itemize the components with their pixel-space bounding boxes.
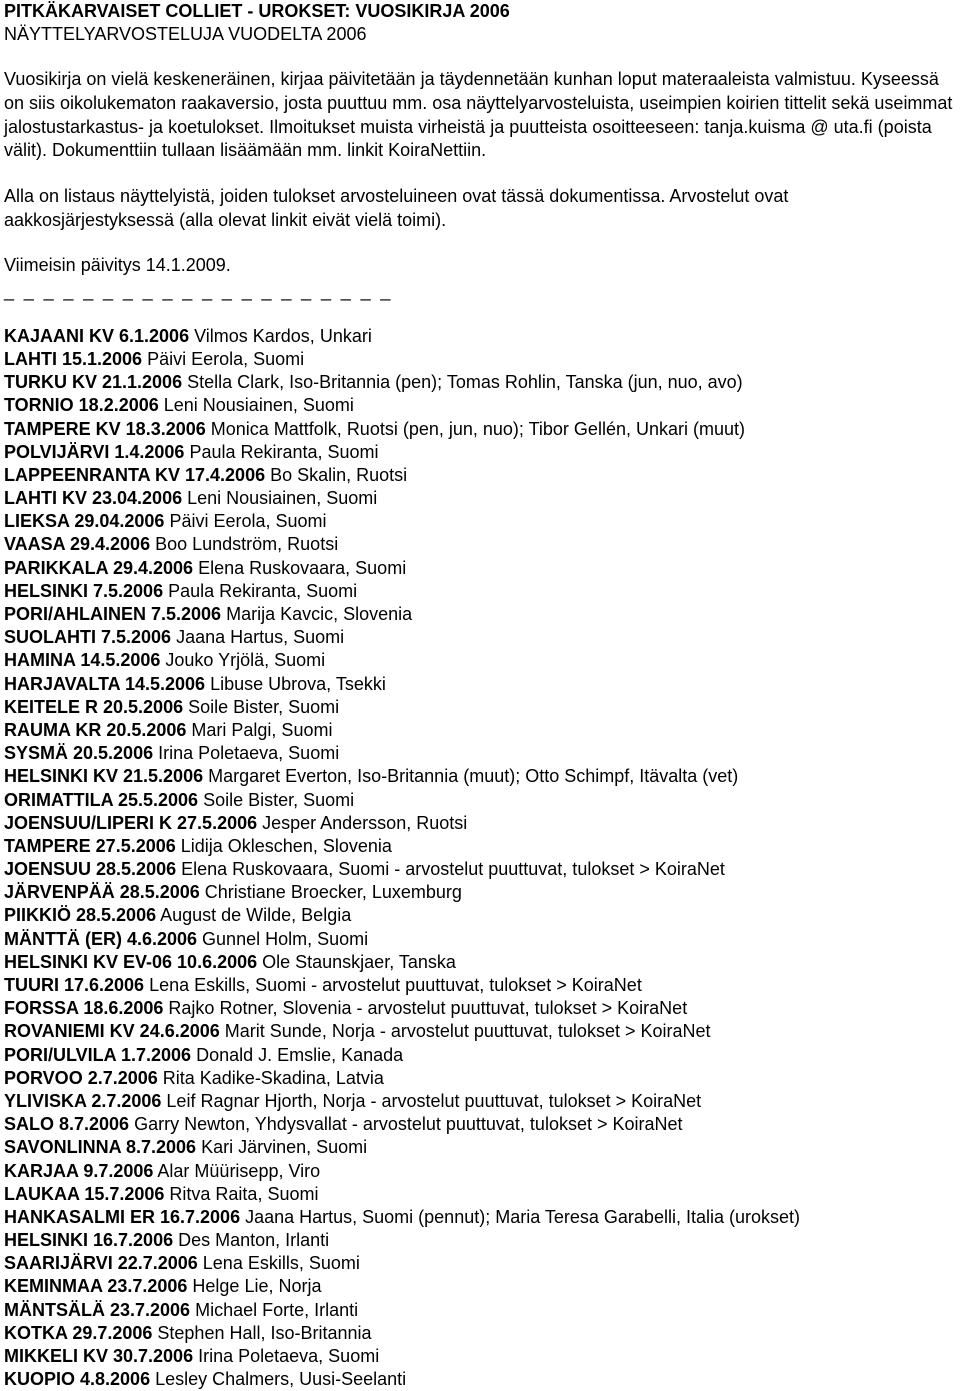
show-judge: Monica Mattfolk, Ruotsi (pen, jun, nuo); Tibor Gellén, Unkari (muut)	[205, 418, 745, 439]
show-judge: Des Manton, Irlanti	[173, 1230, 330, 1251]
show-place-date: TUURI 17.6.2006	[4, 975, 145, 996]
show-place-date: FORSSA 18.6.2006	[4, 998, 164, 1019]
show-judge: Stephen Hall, Iso-Britannia	[152, 1322, 372, 1343]
show-item[interactable]	[4, 1090, 956, 1113]
show-judge: Soile Bister, Suomi	[198, 789, 355, 810]
show-place-date: RAUMA KR 20.5.2006	[4, 719, 187, 740]
show-item[interactable]	[4, 603, 956, 626]
show-item[interactable]	[4, 394, 956, 417]
show-judge: Libuse Ubrova, Tsekki	[205, 673, 386, 694]
show-place-date: SALO 8.7.2006	[4, 1114, 130, 1135]
show-judge: Paula Rekiranta, Suomi	[184, 441, 379, 462]
show-item[interactable]	[4, 1136, 956, 1159]
show-place-date: LAHTI KV 23.04.2006	[4, 488, 183, 509]
show-judge: Marit Sunde, Norja - arvostelut puuttuvat, tulokset > KoiraNet	[219, 1021, 711, 1042]
show-item[interactable]	[4, 1183, 956, 1206]
show-place-date: HARJAVALTA 14.5.2006	[4, 673, 206, 694]
show-place-date: TAMPERE KV 18.3.2006	[4, 418, 206, 439]
show-judge: Lena Eskills, Suomi	[197, 1253, 360, 1274]
show-item[interactable]	[4, 487, 956, 510]
show-judge: Rajko Rotner, Slovenia - arvostelut puuttuvat, tulokset > KoiraNet	[163, 998, 688, 1019]
show-item[interactable]	[4, 626, 956, 649]
show-place-date: KARJAA 9.7.2006	[4, 1160, 154, 1181]
show-item[interactable]	[4, 1067, 956, 1090]
show-place-date: HELSINKI KV 21.5.2006	[4, 766, 204, 787]
show-place-date: SYSMÄ 20.5.2006	[4, 743, 154, 764]
show-judge: Irina Poletaeva, Suomi	[193, 1346, 380, 1367]
show-item[interactable]	[4, 742, 956, 765]
show-item[interactable]	[4, 1275, 956, 1298]
show-place-date: PARIKKALA 29.4.2006	[4, 557, 194, 578]
show-judge: Christiane Broecker, Luxemburg	[199, 882, 462, 903]
show-place-date: KAJAANI KV 6.1.2006	[4, 325, 190, 346]
show-place-date: JOENSUU 28.5.2006	[4, 859, 177, 880]
show-judge: August de Wilde, Belgia	[156, 905, 352, 926]
show-judge: Jesper Andersson, Ruotsi	[257, 812, 468, 833]
show-item[interactable]	[4, 1229, 956, 1252]
show-place-date: VAASA 29.4.2006	[4, 534, 151, 555]
show-judge: Elena Ruskovaara, Suomi - arvostelut puuttuvat, tulokset > KoiraNet	[176, 859, 725, 880]
show-place-date: POLVIJÄRVI 1.4.2006	[4, 441, 185, 462]
show-judge: Ole Staunskjaer, Tanska	[257, 951, 456, 972]
show-place-date: MIKKELI KV 30.7.2006	[4, 1346, 194, 1367]
show-item[interactable]	[4, 418, 956, 441]
show-place-date: TAMPERE 27.5.2006	[4, 835, 176, 856]
divider-line: _ _ _ _ _ _ _ _ _ _ _ _ _ _ _ _ _ _ _ _	[4, 280, 393, 301]
show-judge: Soile Bister, Suomi	[183, 696, 340, 717]
show-item[interactable]	[4, 696, 956, 719]
show-item[interactable]	[4, 1044, 956, 1067]
list-description: Alla on listaus näyttelyistä, joiden tulokset arvosteluineen ovat tässä dokumentissa. Arvostelut ovat aakkosjärjestyksessä (alla olevat linkit eivät vielä toimi).	[4, 186, 789, 230]
show-place-date: MÄNTTÄ (ER) 4.6.2006	[4, 928, 198, 949]
show-item[interactable]	[4, 1206, 956, 1229]
show-judge: Boo Lundström, Ruotsi	[150, 534, 339, 555]
show-item[interactable]	[4, 441, 956, 464]
show-judge: Rita Kadike-Skadina, Latvia	[157, 1067, 384, 1088]
last-updated: Viimeisin päivitys 14.1.2009.	[4, 254, 231, 275]
show-place-date: HELSINKI 7.5.2006	[4, 580, 164, 601]
show-item[interactable]	[4, 951, 956, 974]
show-judge: Päivi Eerola, Suomi	[142, 348, 305, 369]
show-judge: Lesley Chalmers, Uusi-Seelanti	[150, 1369, 407, 1390]
show-item[interactable]	[4, 348, 956, 371]
show-judge: Michael Forte, Irlanti	[190, 1299, 359, 1320]
document-title: PITKÄKARVAISET COLLIET - UROKSET: VUOSIKIRJA 2006	[4, 1, 510, 21]
show-judge: Stella Clark, Iso-Britannia (pen); Tomas Rohlin, Tanska (jun, nuo, avo)	[182, 372, 743, 393]
show-judge: Paula Rekiranta, Suomi	[163, 580, 358, 601]
show-place-date: YLIVISKA 2.7.2006	[4, 1090, 162, 1111]
show-item[interactable]	[4, 325, 956, 348]
show-place-date: SAVONLINNA 8.7.2006	[4, 1137, 197, 1158]
show-place-date: JÄRVENPÄÄ 28.5.2006	[4, 882, 200, 903]
show-judge: Leni Nousiainen, Suomi	[182, 488, 378, 509]
show-item[interactable]	[4, 928, 956, 951]
show-judge: Elena Ruskovaara, Suomi	[193, 557, 407, 578]
show-judge: Mari Palgi, Suomi	[186, 719, 333, 740]
show-item[interactable]	[4, 835, 956, 858]
show-item[interactable]	[4, 1252, 956, 1275]
show-judge: Lena Eskills, Suomi - arvostelut puuttuvat, tulokset > KoiraNet	[144, 975, 642, 996]
show-place-date: KEMINMAA 23.7.2006	[4, 1276, 188, 1297]
show-judge: Bo Skalin, Ruotsi	[265, 464, 408, 485]
show-place-date: PIIKKIÖ 28.5.2006	[4, 905, 157, 926]
show-judge: Jouko Yrjölä, Suomi	[160, 650, 326, 671]
show-item[interactable]	[4, 1345, 956, 1368]
show-item[interactable]	[4, 1113, 956, 1136]
show-item[interactable]	[4, 904, 956, 927]
show-place-date: LAUKAA 15.7.2006	[4, 1183, 165, 1204]
show-judge: Gunnel Holm, Suomi	[197, 928, 369, 949]
show-place-date: SUOLAHTI 7.5.2006	[4, 627, 172, 648]
show-place-date: ORIMATTILA 25.5.2006	[4, 789, 199, 810]
show-item[interactable]	[4, 649, 956, 672]
show-place-date: LAPPEENRANTA KV 17.4.2006	[4, 464, 266, 485]
show-place-date: KOTKA 29.7.2006	[4, 1322, 153, 1343]
show-item[interactable]	[4, 1299, 956, 1322]
show-judge: Donald J. Emslie, Kanada	[191, 1044, 404, 1065]
show-place-date: PORVOO 2.7.2006	[4, 1067, 158, 1088]
show-judge: Jaana Hartus, Suomi	[171, 627, 345, 648]
show-judge: Päivi Eerola, Suomi	[164, 511, 327, 532]
show-judge: Vilmos Kardos, Unkari	[189, 325, 372, 346]
show-place-date: JOENSUU/LIPERI K 27.5.2006	[4, 812, 258, 833]
show-item[interactable]	[4, 464, 956, 487]
show-item[interactable]	[4, 974, 956, 997]
show-place-date: KEITELE R 20.5.2006	[4, 696, 184, 717]
show-judge: Irina Poletaeva, Suomi	[153, 743, 340, 764]
show-judge: Leif Ragnar Hjorth, Norja - arvostelut puuttuvat, tulokset > KoiraNet	[161, 1090, 702, 1111]
show-place-date: TURKU KV 21.1.2006	[4, 372, 183, 393]
show-judge: Helge Lie, Norja	[187, 1276, 322, 1297]
show-item[interactable]	[4, 858, 956, 881]
show-judge: Margaret Everton, Iso-Britannia (muut); Otto Schimpf, Itävalta (vet)	[203, 766, 739, 787]
show-item[interactable]	[4, 533, 956, 556]
document-subtitle: NÄYTTELYARVOSTELUJA VUODELTA 2006	[4, 24, 367, 44]
show-place-date: PORI/ULVILA 1.7.2006	[4, 1044, 192, 1065]
show-place-date: SAARIJÄRVI 22.7.2006	[4, 1253, 198, 1274]
intro-paragraph: Vuosikirja on vielä keskeneräinen, kirjaa päivitetään ja täydennetään kunhan loput materaaleista valmistuu. Kyseessä on siis oikolukematon raakaversio, josta puuttuu mm. osa näyttelyarvosteluista, useimpien koirien tittelit sekä useimmat jalostustarkastus- ja koetulokset. Ilmoitukset muista virheistä ja puutteista osoitteeseen: tanja.kuisma @ uta.fi (poista välit). Dokumenttiin tullaan lisäämään mm. linkit KoiraNettiin.	[4, 69, 953, 161]
show-item[interactable]	[4, 812, 956, 835]
show-item[interactable]	[4, 997, 956, 1020]
show-item[interactable]	[4, 881, 956, 904]
show-item[interactable]	[4, 580, 956, 603]
title-block	[4, 0, 956, 46]
show-judge: Marija Kavcic, Slovenia	[221, 604, 413, 625]
show-judge: Ritva Raita, Suomi	[164, 1183, 319, 1204]
show-place-date: HELSINKI KV EV-06 10.6.2006	[4, 951, 258, 972]
show-judge: Lidija Okleschen, Slovenia	[175, 835, 392, 856]
show-item[interactable]	[4, 765, 956, 788]
show-item[interactable]	[4, 371, 956, 394]
show-place-date: PORI/AHLAINEN 7.5.2006	[4, 604, 222, 625]
show-place-date: MÄNTSÄLÄ 23.7.2006	[4, 1299, 191, 1320]
show-place-date: HAMINA 14.5.2006	[4, 650, 161, 671]
show-item[interactable]	[4, 1160, 956, 1183]
show-place-date: HANKASALMI ER 16.7.2006	[4, 1206, 241, 1227]
show-judge: Garry Newton, Yhdysvallat - arvostelut puuttuvat, tulokset > KoiraNet	[129, 1114, 683, 1135]
show-judge: Leni Nousiainen, Suomi	[158, 395, 354, 416]
show-place-date: TORNIO 18.2.2006	[4, 395, 159, 416]
show-judge: Jaana Hartus, Suomi (pennut); Maria Teresa Garabelli, Italia (urokset)	[240, 1206, 800, 1227]
show-place-date: ROVANIEMI KV 24.6.2006	[4, 1021, 220, 1042]
show-item[interactable]	[4, 719, 956, 742]
show-place-date: LAHTI 15.1.2006	[4, 348, 143, 369]
show-judge: Kari Järvinen, Suomi	[196, 1137, 368, 1158]
show-item[interactable]	[4, 510, 956, 533]
show-judge: Alar Müürisepp, Viro	[153, 1160, 321, 1181]
show-item[interactable]	[4, 789, 956, 812]
show-item[interactable]	[4, 1020, 956, 1043]
show-place-date: LIEKSA 29.04.2006	[4, 511, 165, 532]
show-place-date: HELSINKI 16.7.2006	[4, 1230, 174, 1251]
show-item[interactable]	[4, 557, 956, 580]
show-item[interactable]	[4, 1322, 956, 1345]
show-item[interactable]	[4, 673, 956, 696]
show-place-date: KUOPIO 4.8.2006	[4, 1369, 151, 1390]
show-list	[4, 325, 956, 1391]
